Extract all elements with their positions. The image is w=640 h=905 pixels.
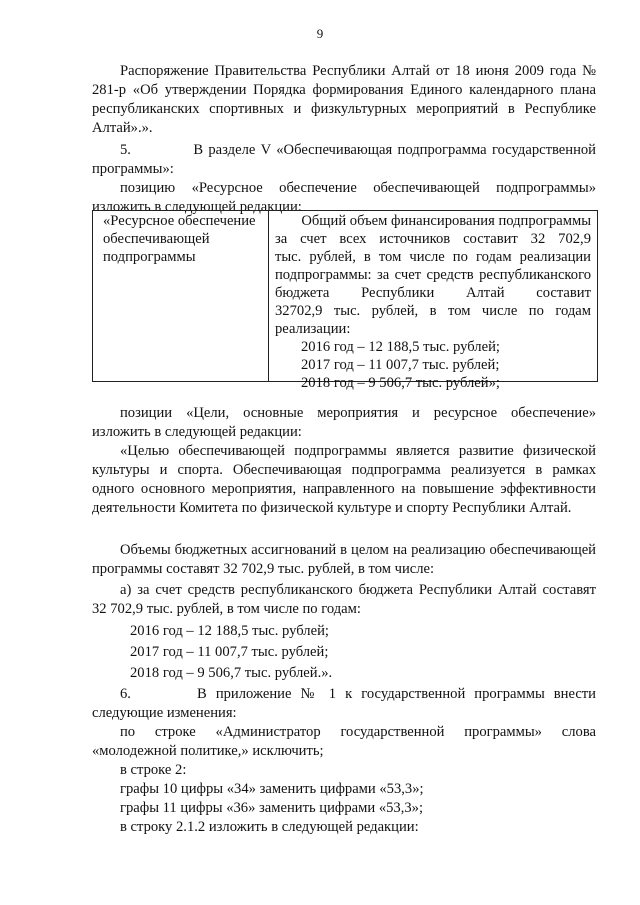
table-left-cell <box>93 211 269 381</box>
goal-paragraph: «Целью обеспечивающей подпрограммы является развитие физической культуры и спорта. Обеспечивающая подпрограмма реализуется в рамках одного основного мероприятия, направленного на повышение эффективности деятельности Комитета по физической культуре и спорту Республики Алтай. <box>92 443 596 516</box>
subitem-a: а) за счет средств республиканского бюджета Республики Алтай составят 32 702,9 тыс. рублей, в том числе по годам: <box>92 582 596 617</box>
table-line: 32702,9 тыс. рублей, в том числе по годам <box>275 303 591 319</box>
admin-row-change: по строке «Администратор государственной программы» слова «молодежной политике,» исключить; <box>92 724 596 759</box>
row-2: в строке 2: <box>120 762 187 778</box>
table-year-line: 2016 год – 12 188,5 тыс. рублей; <box>301 339 500 355</box>
item-6-text: В приложение № 1 к государственной программы внести следующие изменения: <box>92 686 596 721</box>
table-year-line: 2018 год – 9 506,7 тыс. рублей»; <box>301 375 500 391</box>
item-5-number: 5. <box>120 142 131 158</box>
position-intro: позицию «Ресурсное обеспечение обеспечивающей подпрограммы» изложить в следующей редакции: <box>92 180 596 215</box>
table-line: за счет всех источников составит 32 702,9 <box>275 231 591 247</box>
table-line: бюджета Республики Алтай составит <box>275 285 591 301</box>
table-year-line: 2017 год – 11 007,7 тыс. рублей; <box>301 357 500 373</box>
resource-table <box>92 210 598 391</box>
item-6 <box>92 685 596 723</box>
positions-intro: позиции «Цели, основные мероприятия и ресурсное обеспечение» изложить в следующей редакции: <box>92 405 596 440</box>
page-number: 9 <box>316 26 324 41</box>
table-line: Общий объем финансирования подпрограммы <box>301 213 591 229</box>
column-11-change: графы 11 цифры «36» заменить цифрами «53,3»; <box>120 800 424 816</box>
paragraph-order-reference: Распоряжение Правительства Республики Алтай от 18 июня 2009 года № 281-р «Об утверждении Порядка формирования Единого календарного плана республиканских спортивных и физкультурных мероприятий в Республике Алтай».». <box>92 63 596 136</box>
table-line: тыс. рублей, в том числе по годам реализации <box>275 249 591 265</box>
row-2-1-2-change: в строку 2.1.2 изложить в следующей редакции: <box>120 819 419 835</box>
column-10-change: графы 10 цифры «34» заменить цифрами «53,3»; <box>120 781 424 797</box>
item-6-number: 6. <box>120 686 131 702</box>
item-5 <box>92 141 596 179</box>
year-line: 2018 год – 9 506,7 тыс. рублей.». <box>130 665 333 681</box>
year-line: 2016 год – 12 188,5 тыс. рублей; <box>130 623 329 639</box>
table-line: подпрограммы: за счет средств республиканского <box>275 267 591 283</box>
volumes-paragraph: Объемы бюджетных ассигнований в целом на реализацию обеспечивающей программы составят 32 702,9 тыс. рублей, в том числе: <box>92 542 596 577</box>
item-5-text: В разделе V «Обеспечивающая подпрограмма государственной программы»: <box>92 142 596 177</box>
table-right-cell <box>269 211 597 391</box>
year-line: 2017 год – 11 007,7 тыс. рублей; <box>130 644 329 660</box>
table-line: реализации: <box>275 321 351 337</box>
years-list <box>92 621 596 684</box>
table-left-label: «Ресурсное обеспечение обеспечивающей подпрограммы <box>103 213 256 265</box>
